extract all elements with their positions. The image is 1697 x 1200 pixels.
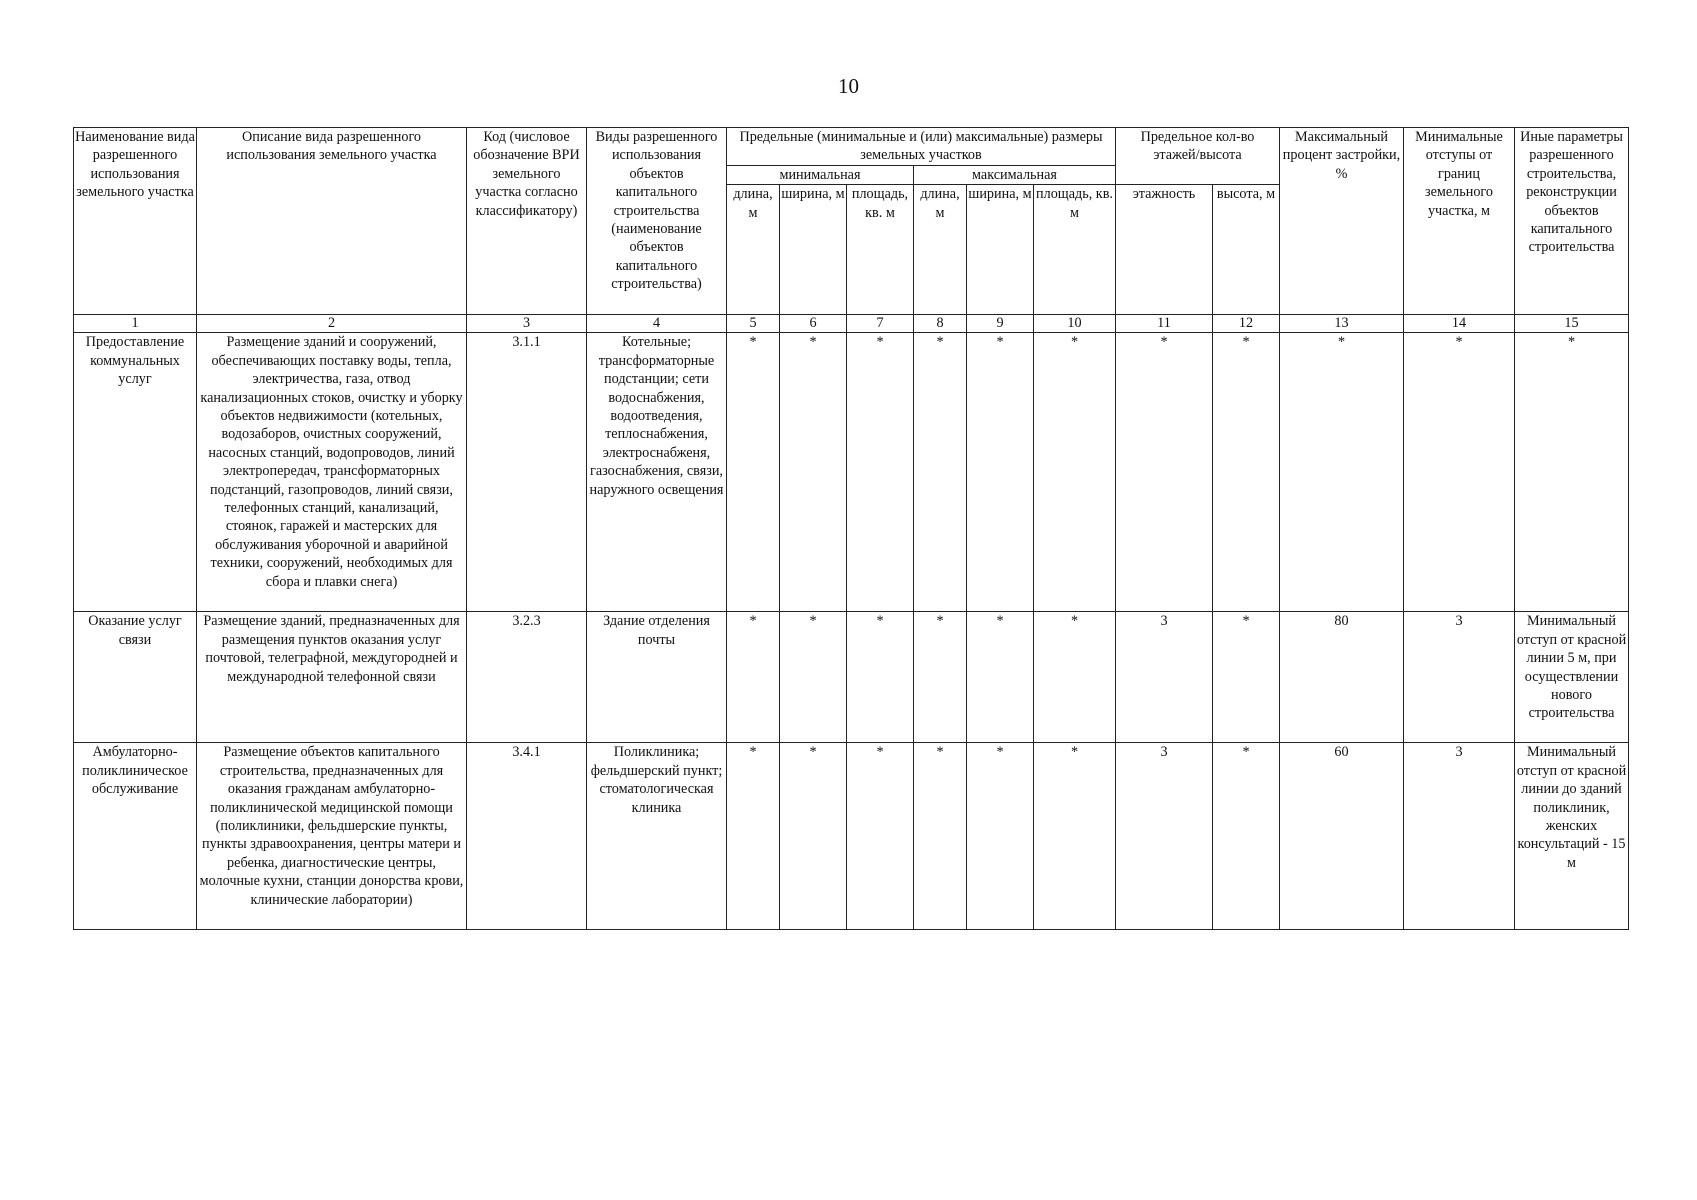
- column-number: 7: [847, 315, 914, 333]
- header-name: Наименование вида разрешенного использования земельного участка: [74, 128, 197, 315]
- column-number: 14: [1404, 315, 1515, 333]
- use-kinds: Котельные; трансформаторные подстанции; сети водоснабжения, водоотведения, теплоснабжения, электроснабженя, газоснабжения, связи, наружного освещения: [587, 333, 727, 612]
- min-width-value: *: [780, 743, 847, 930]
- max-length-value: *: [914, 743, 967, 930]
- use-description: Размещение объектов капитального строительства, предназначенных для оказания гражданам амбулаторно-поликлинической медицинской помощи (поликлиники, фельдшерские пункты, пункты здравоохранения, центры матери и ребенка, диагностические центры, молочные кухни, станции донорства крови, клинические лаборатории): [197, 743, 467, 930]
- column-number: 3: [467, 315, 587, 333]
- other-params-value: Минимальный отступ от красной линии до зданий поликлиник, женских консультаций - 15 м: [1515, 743, 1629, 930]
- column-number: 2: [197, 315, 467, 333]
- header-min-area: площадь, кв. м: [847, 185, 914, 315]
- table-row: [74, 743, 1629, 930]
- header-max-length: длина, м: [914, 185, 967, 315]
- header-max-area: площадь, кв. м: [1034, 185, 1116, 315]
- floors-value: *: [1116, 333, 1213, 612]
- min-length-value: *: [727, 612, 780, 743]
- header-min-width: ширина, м: [780, 185, 847, 315]
- use-description: Размещение зданий и сооружений, обеспечивающих поставку воды, тепла, электричества, газа, отвод канализационных стоков, очистку и уборку объектов недвижимости (котельных, водозаборов, очистных сооружений, насосных станций, водопроводов, линий электропередач, трансформаторных подстанций, газопроводов, линий связи, телефонных станций, канализаций, стоянок, гаражей и мастерских для обслуживания уборочной и аварийной техники, сооружений, необходимых для сбора и плавки снега): [197, 333, 467, 612]
- header-minimum: минимальная: [727, 166, 914, 185]
- max-length-value: *: [914, 612, 967, 743]
- header-floors-height: Предельное кол-во этажей/высота: [1116, 128, 1280, 185]
- table-row: [74, 612, 1629, 743]
- use-code: 3.2.3: [467, 612, 587, 743]
- min-length-value: *: [727, 743, 780, 930]
- header-description: Описание вида разрешенного использования земельного участка: [197, 128, 467, 315]
- max-percent-value: 80: [1280, 612, 1404, 743]
- use-name: Предоставление коммунальных услуг: [74, 333, 197, 612]
- min-setback-value: 3: [1404, 743, 1515, 930]
- header-kinds: Виды разрешенного использования объектов капитального строительства (наименование объектов капитального строительства): [587, 128, 727, 315]
- max-width-value: *: [967, 612, 1034, 743]
- floors-value: 3: [1116, 612, 1213, 743]
- column-number: 6: [780, 315, 847, 333]
- header-max-width: ширина, м: [967, 185, 1034, 315]
- column-number: 12: [1213, 315, 1280, 333]
- max-percent-value: 60: [1280, 743, 1404, 930]
- floors-value: 3: [1116, 743, 1213, 930]
- max-area-value: *: [1034, 333, 1116, 612]
- column-number: 4: [587, 315, 727, 333]
- min-area-value: *: [847, 612, 914, 743]
- use-code: 3.1.1: [467, 333, 587, 612]
- use-code: 3.4.1: [467, 743, 587, 930]
- height-value: *: [1213, 333, 1280, 612]
- max-length-value: *: [914, 333, 967, 612]
- height-value: *: [1213, 743, 1280, 930]
- column-numbers-row: [74, 315, 1629, 333]
- use-description: Размещение зданий, предназначенных для размещения пунктов оказания услуг почтовой, телеграфной, междугородней и международной телефонной связи: [197, 612, 467, 743]
- min-area-value: *: [847, 333, 914, 612]
- min-length-value: *: [727, 333, 780, 612]
- column-number: 9: [967, 315, 1034, 333]
- other-params-value: Минимальный отступ от красной линии 5 м, при осуществлении нового строительства: [1515, 612, 1629, 743]
- header-floors: этажность: [1116, 185, 1213, 315]
- min-setback-value: *: [1404, 333, 1515, 612]
- header-code: Код (числовое обозначение ВРИ земельного участка согласно классификатору): [467, 128, 587, 315]
- column-number: 1: [74, 315, 197, 333]
- max-width-value: *: [967, 743, 1034, 930]
- max-area-value: *: [1034, 743, 1116, 930]
- min-area-value: *: [847, 743, 914, 930]
- header-min-length: длина, м: [727, 185, 780, 315]
- header-plot-size-limits: Предельные (минимальные и (или) максимальные) размеры земельных участков: [727, 128, 1116, 166]
- column-number: 13: [1280, 315, 1404, 333]
- column-number: 10: [1034, 315, 1116, 333]
- header-max-percent: Максимальный процент застройки, %: [1280, 128, 1404, 315]
- max-percent-value: *: [1280, 333, 1404, 612]
- height-value: *: [1213, 612, 1280, 743]
- use-name: Оказание услуг связи: [74, 612, 197, 743]
- min-setback-value: 3: [1404, 612, 1515, 743]
- header-min-setback: Минимальные отступы от границ земельного участка, м: [1404, 128, 1515, 315]
- max-area-value: *: [1034, 612, 1116, 743]
- column-number: 5: [727, 315, 780, 333]
- other-params-value: *: [1515, 333, 1629, 612]
- table-row: [74, 333, 1629, 612]
- use-kinds: Здание отделения почты: [587, 612, 727, 743]
- header-other-params: Иные параметры разрешенного строительства, реконструкции объектов капитального строительства: [1515, 128, 1629, 315]
- header-height: высота, м: [1213, 185, 1280, 315]
- max-width-value: *: [967, 333, 1034, 612]
- use-kinds: Поликлиника; фельдшерский пункт; стоматологическая клиника: [587, 743, 727, 930]
- column-number: 8: [914, 315, 967, 333]
- use-name: Амбулаторно-поликлиническое обслуживание: [74, 743, 197, 930]
- min-width-value: *: [780, 612, 847, 743]
- column-number: 15: [1515, 315, 1629, 333]
- column-number: 11: [1116, 315, 1213, 333]
- header-maximum: максимальная: [914, 166, 1116, 185]
- zoning-parameters-table: [73, 127, 1629, 930]
- min-width-value: *: [780, 333, 847, 612]
- page-number: 10: [838, 74, 859, 98]
